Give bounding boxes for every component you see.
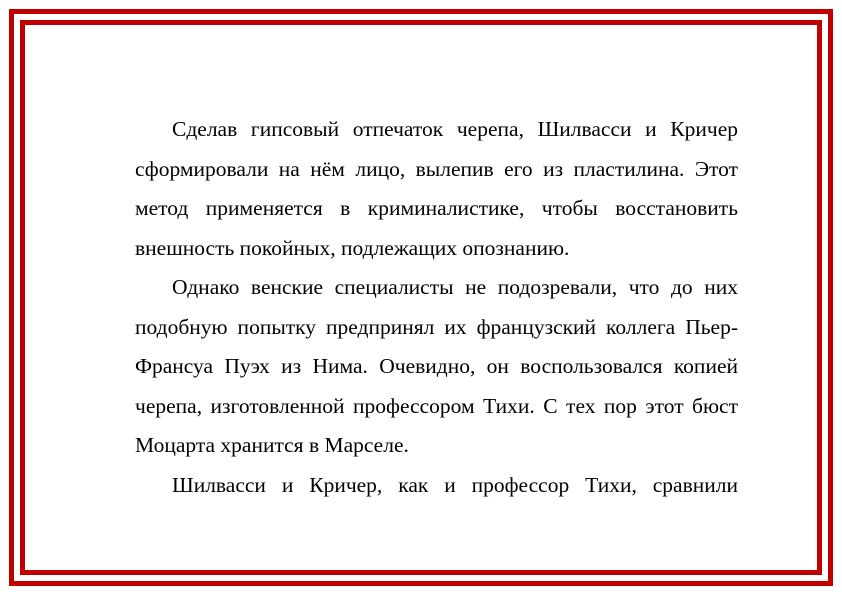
paragraph-2: Однако венские специалисты не подозревали, что до них подобную попытку предпринял их французский коллега Пьер-Франсуа Пуэх из Нима. Очевидно, он воспользовался копией черепа, изготовленной профессором Тихи. С тех пор этот бюст Моцарта хранится в Марселе. <box>135 275 738 457</box>
document-body <box>135 110 738 505</box>
paragraph-1: Сделав гипсовый отпечаток черепа, Шилвасси и Кричер сформировали на нём лицо, вылепив его из пластилина. Этот метод применяется в криминалистике, чтобы восстановить внешность покойных, подлежащих опознанию. <box>135 117 738 260</box>
paragraph-3: Шилвасси и Кричер, как и профессор Тихи, сравнили <box>172 472 738 497</box>
